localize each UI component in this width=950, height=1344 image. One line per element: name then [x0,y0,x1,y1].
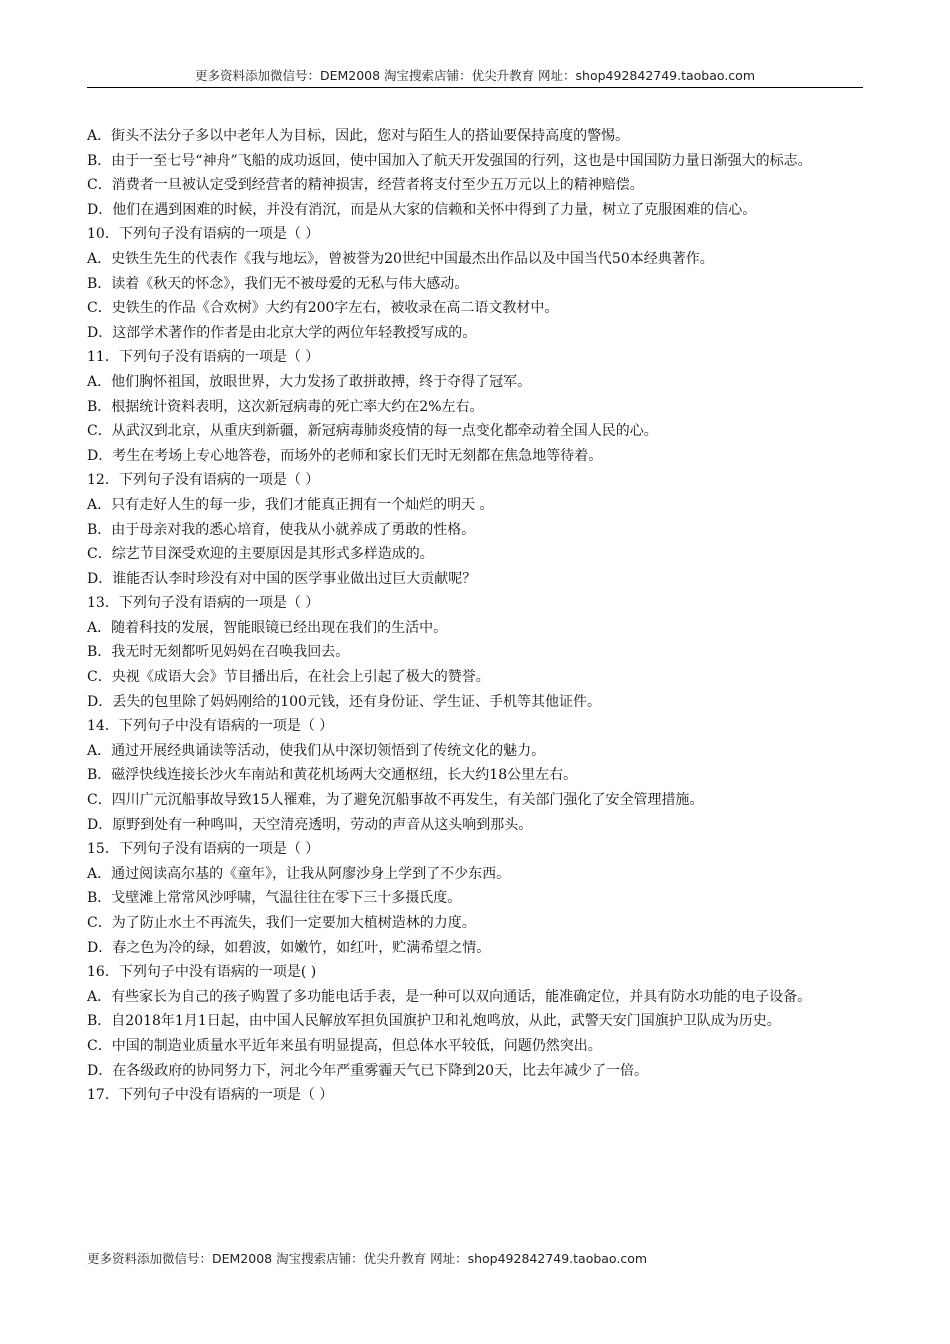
option-a: A．随着科技的发展，智能眼镜已经出现在我们的生活中。 [87,619,448,636]
option-d: D．原野到处有一种鸣叫，天空清亮透明，劳动的声音从这头响到那头。 [87,816,533,833]
question-stem: 11．下列句子没有语病的一项是（ ） [87,349,320,366]
question-stem: 13．下列句子没有语病的一项是（ ） [87,595,320,612]
option-a: A．通过开展经典诵读等活动，使我们从中深切领悟到了传统文化的魅力。 [87,742,546,759]
option-c: C．消费者一旦被认定受到经营者的精神损害，经营者将支付至少五万元以上的精神赔偿。 [87,177,644,194]
question-content [87,124,863,1108]
option-c: C．综艺节目深受欢迎的主要原因是其形式多样造成的。 [87,546,434,563]
option-b: B．戈壁滩上常常风沙呼啸，气温往往在零下三十多摄氏度。 [87,890,462,907]
option-a: A．通过阅读高尔基的《童年》，让我从阿廖沙身上学到了不少东西。 [87,865,511,882]
option-b: B．我无时无刻都听见妈妈在召唤我回去。 [87,644,350,661]
question-stem: 10．下列句子没有语病的一项是（ ） [87,226,320,243]
option-b: B．磁浮快线连接长沙火车南站和黄花机场两大交通枢纽，长大约18公里左右。 [87,767,578,784]
page-footer: 更多资料添加微信号：DEM2008 淘宝搜索店铺：优尖升教育 网址：shop492842749.taobao.com [87,1251,648,1266]
option-c: C．中国的制造业质量水平近年来虽有明显提高，但总体水平较低，问题仍然突出。 [87,1037,602,1054]
option-d: D．春之色为冷的绿，如碧波，如嫩竹，如红叶，贮满希望之情。 [87,939,491,956]
option-c: C．为了防止水土不再流失，我们一定要加大植树造林的力度。 [87,915,476,931]
option-c: C．四川广元沉船事故导致15人罹难，为了避免沉船事故不再发生，有关部门强化了安全管理措施。 [87,792,704,809]
question-stem: 16．下列句子中没有语病的一项是( ) [87,964,317,981]
option-d: D．在各级政府的协同努力下，河北今年严重雾霾天气已下降到20天，比去年减少了一倍。 [87,1062,649,1079]
question-stem: 17．下列句子中没有语病的一项是（ ） [87,1087,334,1104]
option-d: D．谁能否认李时珍没有对中国的医学事业做出过巨大贡献呢？ [87,570,477,587]
page-header: 更多资料添加微信号：DEM2008 淘宝搜索店铺：优尖升教育 网址：shop492842749.taobao.com [194,68,756,83]
question-stem: 12．下列句子没有语病的一项是（ ） [87,472,320,489]
option-b: B．读着《秋天的怀念》，我们无不被母爱的无私与伟大感动。 [87,275,469,292]
option-a: A．他们胸怀祖国，放眼世界，大力发扬了敢拼敢搏，终于夺得了冠军。 [87,373,532,390]
option-a: A．街头不法分子多以中老年人为目标，因此，您对与陌生人的搭讪要保持高度的警惕。 [87,128,630,144]
question-stem: 15．下列句子没有语病的一项是（ ） [87,841,320,858]
option-d: D．考生在考场上专心地答卷，而场外的老师和家长们无时无刻都在焦急地等待着。 [87,447,603,464]
option-c: C．史铁生的作品《合欢树》大约有200字左右，被收录在高二语文教材中。 [87,300,559,317]
option-b: B．由于一至七号“神舟”飞船的成功返回，使中国加入了航天开发强国的行列，这也是中国国防力量日渐强大的标志。 [87,152,812,169]
option-d: D．这部学术著作的作者是由北京大学的两位年轻教授写成的。 [87,324,477,341]
option-a: A．只有走好人生的每一步，我们才能真正拥有一个灿烂的明天 。 [87,496,494,513]
option-c: C．从武汉到北京，从重庆到新疆，新冠病毒肺炎疫情的每一点变化都牵动着全国人民的心。 [87,423,658,440]
option-b: B．由于母亲对我的悉心培育，使我从小就养成了勇敢的性格。 [87,521,476,538]
option-b: B．自2018年1月1日起，由中国人民解放军担负国旗护卫和礼炮鸣放，从此，武警天安门国旗护卫队成为历史。 [87,1013,781,1030]
question-stem: 14．下列句子中没有语病的一项是（ ） [87,718,334,735]
option-a: A．史铁生先生的代表作《我与地坛》，曾被誉为20世纪中国最杰出作品以及中国当代50本经典著作。 [87,250,714,267]
header-rule [87,87,863,88]
option-d: D．丢失的包里除了妈妈刚给的100元钱，还有身份证、学生证、手机等其他证件。 [87,693,601,710]
option-a: A．有些家长为自己的孩子购置了多功能电话手表，是一种可以双向通话，能准确定位，并具有防水功能的电子设备。 [87,988,812,1005]
option-b: B．根据统计资料表明，这次新冠病毒的死亡率大约在2%左右。 [87,398,484,415]
option-d: D．他们在遇到困难的时候，并没有消沉，而是从大家的信赖和关怀中得到了力量，树立了克服困难的信心。 [87,201,757,218]
option-c: C．央视《成语大会》节目播出后，在社会上引起了极大的赞誉。 [87,669,490,686]
